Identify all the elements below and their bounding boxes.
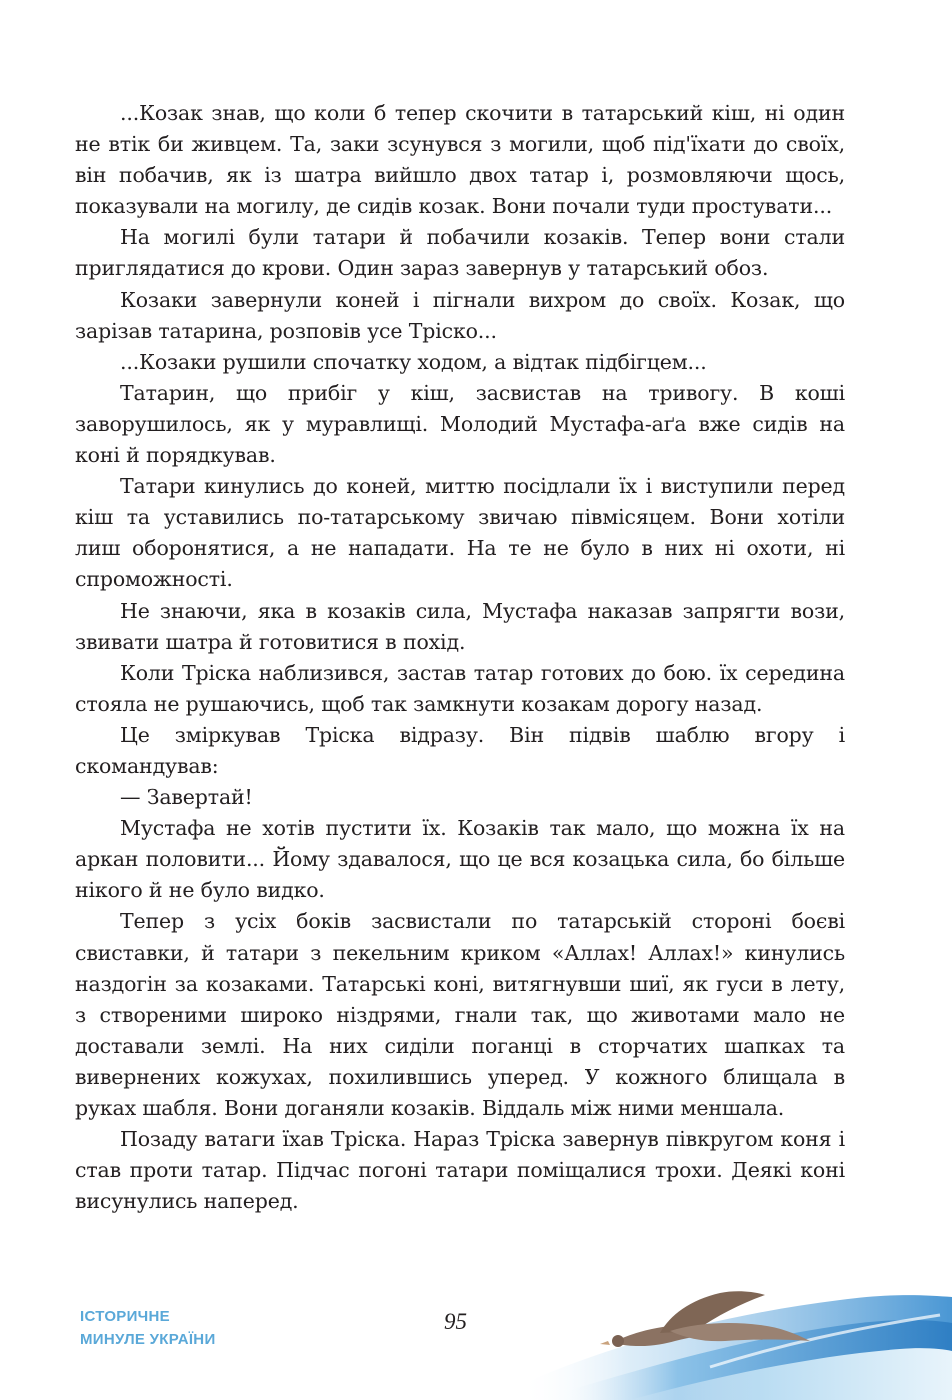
paragraph: Коли Тріска наблизився, застав татар готових до бою. їх середина стояла не рушаючись, щоб так замкнути козакам дорогу назад. <box>75 660 845 716</box>
page-number: 95 <box>444 1309 467 1334</box>
bird-over-waves-illustration <box>520 1275 952 1400</box>
paragraph: Мустафа не хотів пустити їх. Козаків так мало, що можна їх на аркан половити... Йому здавалося, що це вся козацька сила, бо більше нікого й не було видко. <box>75 816 845 903</box>
paragraph: Це зміркував Тріска відразу. Він підвів шаблю вгору і скомандував: <box>75 722 845 778</box>
paragraph: Позаду ватаги їхав Тріска. Нараз Тріска завернув півкругом коня і став проти татар. Підчас погоні татари поміщалися трохи. Деякі коні висунулись наперед. <box>75 1127 845 1214</box>
section-label-line-1: ІСТОРИЧНЕ <box>80 1308 170 1325</box>
paragraph: Татарин, що прибіг у кіш, засвистав на тривогу. В коші заворушилось, як у муравлищі. Молодий Мустафа-аґа вже сидів на коні й порядкував. <box>75 380 845 468</box>
paragraph: Козаки завернули коней і пігнали вихром до своїх. Козак, що зарізав татарина, розповів усе Тріско... <box>75 287 845 343</box>
paragraph: Не знаючи, яка в козаків сила, Мустафа наказав запрягти вози, звивати шатра й готовитися в похід. <box>75 598 845 654</box>
section-label-line-2: МИНУЛЕ УКРАЇНИ <box>80 1331 216 1348</box>
paragraph: Татари кинулись до коней, миттю посідлали їх і виступили перед кіш та уставились по-татарському звичаю півмісяцем. Вони хотіли лиш оборонятися, а не нападати. На те не було в них ні охоти, ні спроможності. <box>75 474 845 592</box>
paragraph: ...Козаки рушили спочатку ходом, а відтак підбігцем... <box>120 349 707 374</box>
main-text <box>75 98 845 1217</box>
section-label <box>80 1305 216 1351</box>
paragraph: ...Козак знав, що коли б тепер скочити в татарський кіш, ні один не втік би живцем. Та, заки зсунувся з могили, щоб під'їхати до своїх, він побачив, як із шатра вийшло двох татар і, розмовляючи щось, показували на могилу, де сидів козак. Вони почали туди простувати... <box>75 101 845 219</box>
paragraph: — Завертай! <box>120 785 253 810</box>
paragraph: На могилі були татари й побачили козаків. Тепер вони стали приглядатися до крови. Один зараз завернув у татарський обоз. <box>75 225 845 281</box>
paragraph: Тепер з усіх боків засвистали по татарській стороні боєві свиставки, й татари з пекельним криком «Аллах! Аллах!» кинулись наздогін за козаками. Татарські коні, витягнувши шиї, як гуси в лету, з створеними широко ніздрями, гнали так, що животами мало не доставали землі. На них сиділи поганці в сторчатих шапках та вивернених кожухах, похилившись уперед. У кожного блищала в руках шабля. Вони доганяли козаків. Віддаль між ними меншала. <box>75 909 845 1120</box>
